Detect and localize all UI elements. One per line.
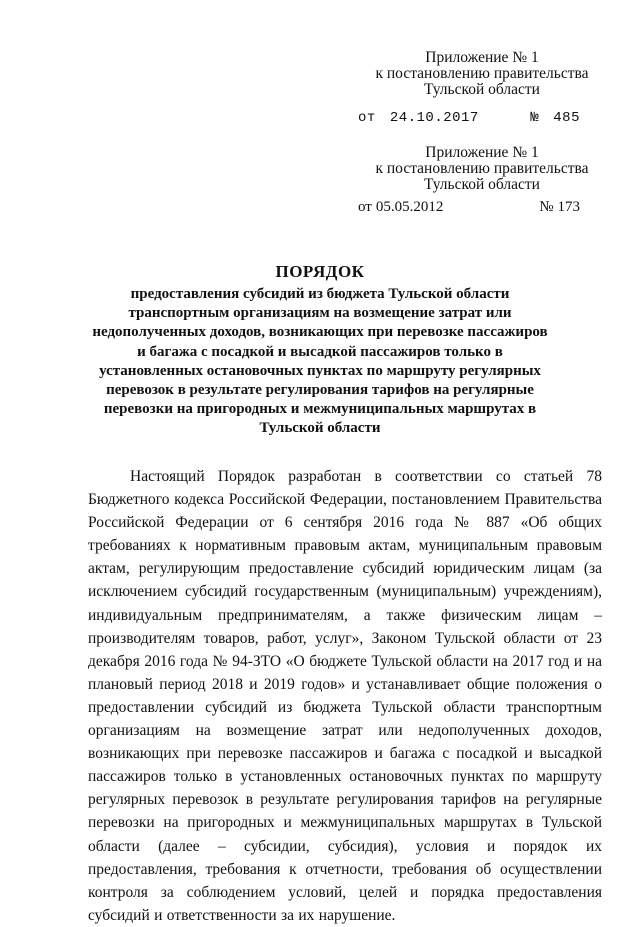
document-title: ПОРЯДОК [275,262,365,281]
appendix-label: Приложение № 1 [425,144,539,161]
decree-date: 05.05.2012 [375,199,444,215]
appendix-decree-line: к постановлению правительства [375,65,589,82]
decree-number: 173 [557,199,580,215]
body-paragraph: Настоящий Порядок разработан в соответствии со статьей 78 Бюджетного кодекса Российской Федерации, постановлением Правительства Российской Федерации от 6 сентября 2016 года № 887 «Об общих требованиях к нормативным правовым актам, муниципальным правовым актам, регулирующим предоставление субсидий юридическим лицам (за исключением субсидий государственным (муниципальным) учреждениям), индивидуальным предпринимателям, а также физическим лицам – производителям товаров, работ, услуг», Законом Тульской области от 23 декабря 2016 года № 94-ЗТО «О бюджете Тульской области на 2017 год и на плановый период 2018 и 2019 годов» и устанавливает общие положения о предоставлении субсидий из бюджета Тульской области транспортным организациям на возмещение затрат или недополученных доходов, возникающих при перевозке пассажиров и багажа с посадкой и высадкой пассажиров только в установленных остановочных пунктах по маршруту регулярных перевозок в результате регулирования тарифов на регулярные перевозки на пригородных и межмуниципальных маршрутах в Тульской области (далее – субсидии, субсидия), условия и порядок их предоставления, требования к отчетности, требования об осуществлении контроля за соблюдением условий, целей и порядка предоставления субсидий и ответственности за их нарушение. [88,468,602,924]
appendix-region-line: Тульской области [424,176,540,193]
number-prefix: № [539,199,554,215]
registration-line-original [358,199,580,216]
number-prefix: № [530,110,540,126]
decree-date: 24.10.2017 [389,110,479,126]
registration-line-current [358,110,580,126]
date-prefix: от [358,110,376,126]
appendix-header-original [352,145,612,193]
document-subtitle: предоставления субсидий из бюджета Тульской области транспортным организациям на возмещение затрат или недополученных доходов, возникающих при перевозке пассажиров и багажа с посадкой и высадкой пассажиров только в установленных остановочных пунктах по маршруту регулярных перевозок в результате регулирования тарифов на регулярные перевозки на пригородных и межмуниципальных маршрутах в Тульской области [92,286,548,437]
appendix-label: Приложение № 1 [425,49,539,66]
date-prefix: от [358,199,372,215]
decree-number: 485 [553,110,580,126]
appendix-region-line: Тульской области [424,81,540,98]
appendix-decree-line: к постановлению правительства [375,160,589,177]
appendix-header-current [352,50,612,98]
